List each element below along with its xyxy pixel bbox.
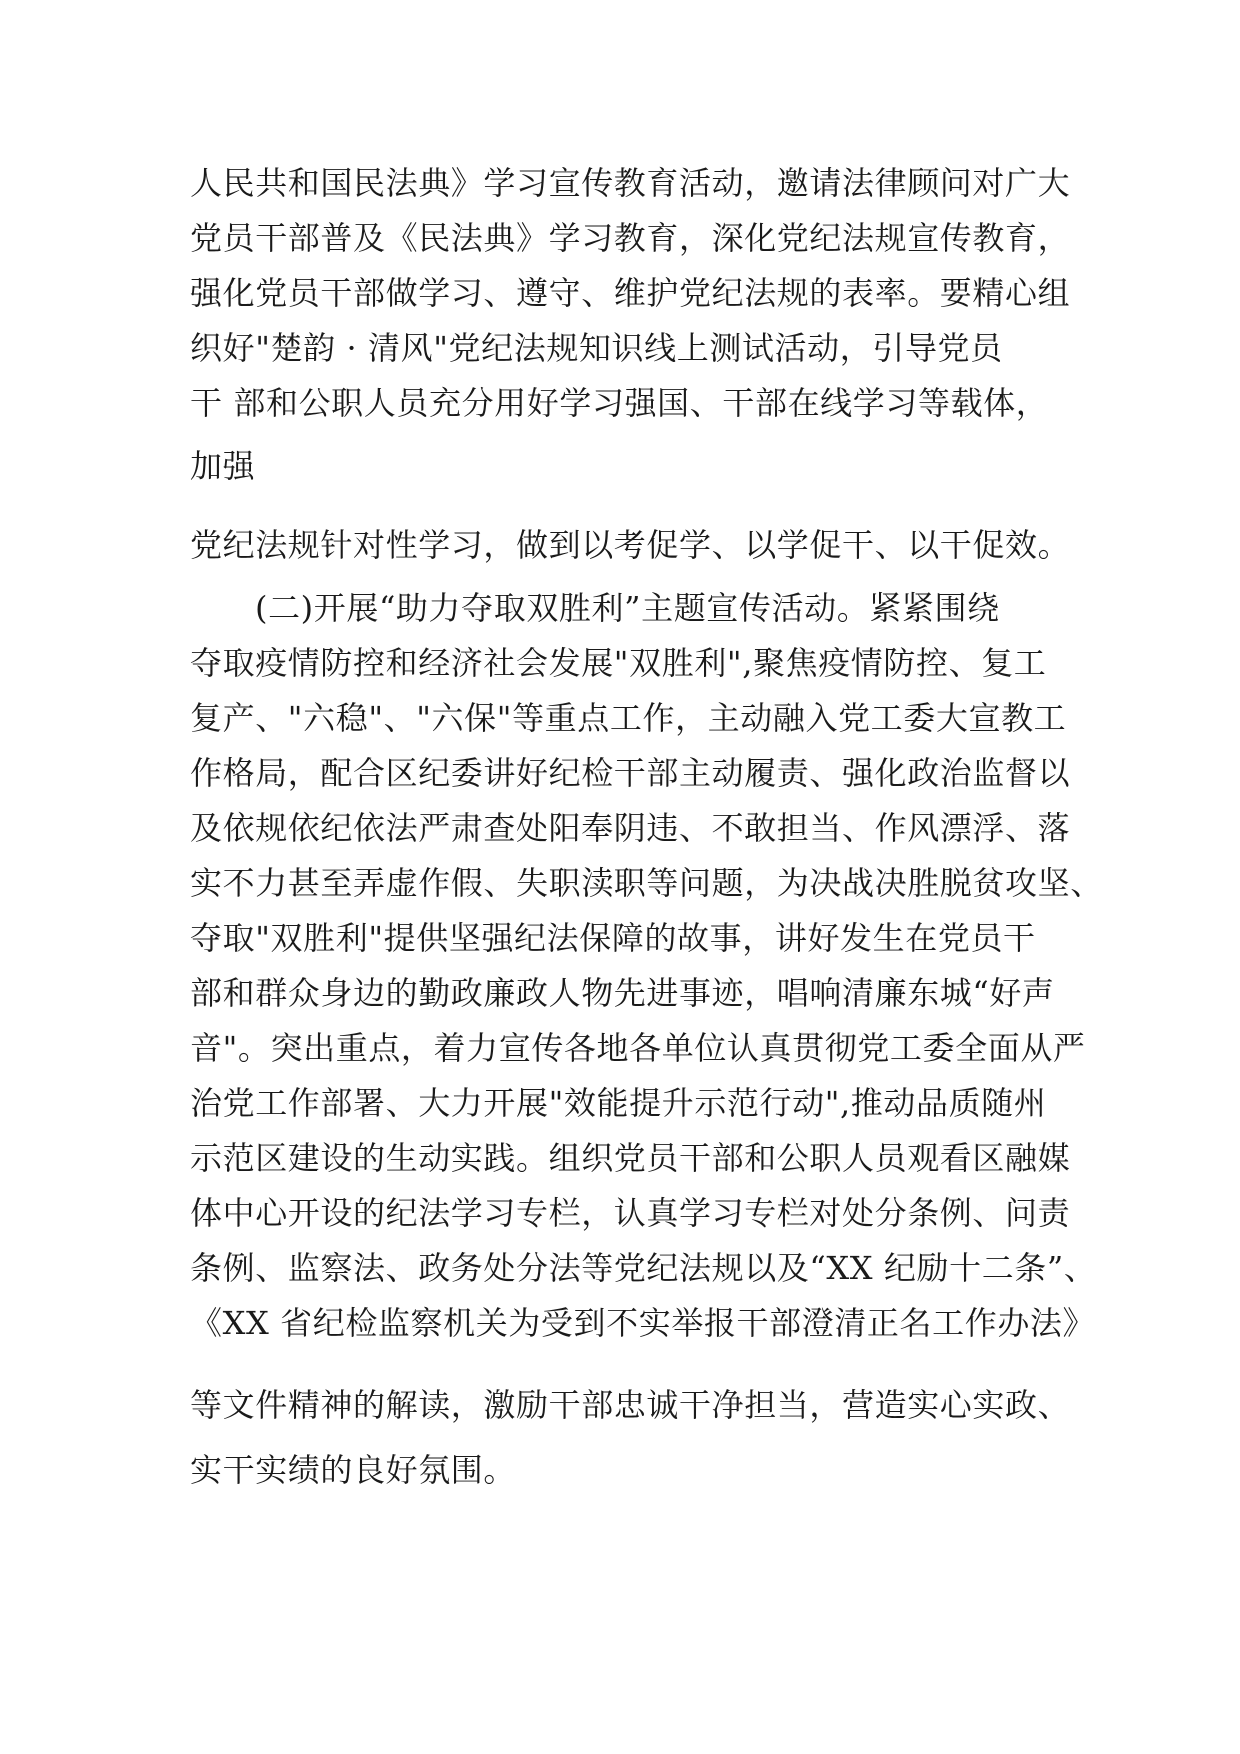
- paragraph-line: 及依规依纪依法严肃查处阳奉阴违、不敢担当、作风漂浮、落: [190, 809, 1071, 847]
- paragraph-line: 等文件精神的解读，激励干部忠诚干净担当，营造实心实政、: [190, 1386, 1071, 1424]
- paragraph-line: 强化党员干部做学习、遵守、维护党纪法规的表率。要精心组: [190, 274, 1071, 312]
- paragraph-line: 部和群众身边的勤政廉政人物先进事迹，唱响清廉东城“好声: [190, 974, 1055, 1012]
- paragraph-line: 夺取疫情防控和经济社会发展"双胜利",聚焦疫情防控、复工: [190, 644, 1047, 682]
- paragraph-heading-line: (二)开展“助力夺取双胜利”主题宣传活动。紧紧围绕: [255, 589, 1000, 627]
- paragraph-line: 实不力甚至弄虚作假、失职渎职等问题，为决战决胜脱贫攻坚、: [190, 864, 1103, 902]
- paragraph-line: 示范区建设的生动实践。组织党员干部和公职人员观看区融媒: [190, 1139, 1071, 1177]
- paragraph-line: 实干实绩的良好氛围。: [190, 1451, 517, 1489]
- paragraph-line: 织好"楚韵 · 清风"党纪法规知识线上测试活动，引导党员: [190, 329, 1003, 367]
- paragraph-line: 《XX 省纪检监察机关为受到不实举报干部澄清正名工作办法》: [190, 1304, 1096, 1342]
- paragraph-line: 夺取"双胜利"提供坚强纪法保障的故事，讲好发生在党员干: [190, 919, 1036, 957]
- paragraph-line: 作格局，配合区纪委讲好纪检干部主动履责、强化政治监督以: [190, 754, 1071, 792]
- paragraph-line: 干 部和公职人员充分用好学习强国、干部在线学习等载体，: [190, 384, 1049, 422]
- paragraph-line: 体中心开设的纪法学习专栏，认真学习专栏对处分条例、问责: [190, 1194, 1071, 1232]
- paragraph-line: 人民共和国民法典》学习宣传教育活动，邀请法律顾问对广大: [190, 164, 1071, 202]
- paragraph-line: 党员干部普及《民法典》学习教育，深化党纪法规宣传教育，: [190, 219, 1071, 257]
- paragraph-line: 加强: [190, 447, 256, 485]
- paragraph-line: 治党工作部署、大力开展"效能提升示范行动",推动品质随州: [190, 1084, 1047, 1122]
- paragraph-line: 条例、监察法、政务处分法等党纪法规以及“XX 纪励十二条”、: [190, 1249, 1097, 1287]
- paragraph-line: 复产、"六稳"、"六保"等重点工作，主动融入党工委大宣教工: [190, 699, 1067, 737]
- paragraph-line: 音"。突出重点，着力宣传各地各单位认真贯彻党工委全面从严: [190, 1029, 1086, 1067]
- paragraph-line: 党纪法规针对性学习，做到以考促学、以学促干、以干促效。: [190, 526, 1071, 564]
